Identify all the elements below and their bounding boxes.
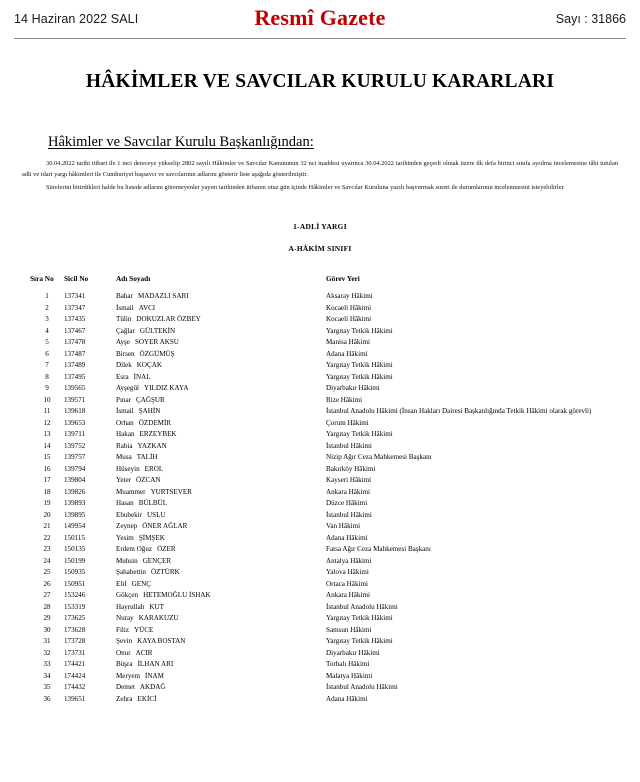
surname: GENÇER <box>142 556 172 565</box>
surname: YAZKAN <box>137 441 167 450</box>
issuing-authority: Hâkimler ve Savcılar Kurulu Başkanlığından: <box>48 134 314 150</box>
cell-gorev-yeri: Kocaeli Hâkimi <box>326 315 372 324</box>
cell-sira-no: 3 <box>45 315 49 324</box>
given-name: Zehra <box>116 694 133 703</box>
column-header-sicil-no: Sicil No <box>64 273 89 283</box>
gazette-date: 14 Haziran 2022 SALI <box>14 12 139 26</box>
table-row <box>30 567 610 579</box>
cell-adi-soyadi <box>116 555 326 567</box>
cell-gorev-yeri: Yargıtay Tetkik Hâkimi <box>326 326 393 335</box>
cell-sicil-no: 174421 <box>64 660 86 669</box>
given-name: İsmail <box>116 303 134 312</box>
given-name: Birsen <box>116 349 135 358</box>
cell-adi-soyadi <box>116 682 326 694</box>
surname: ÇAĞŞUR <box>135 395 165 404</box>
surname: EROL <box>144 464 164 473</box>
cell-adi-soyadi <box>116 429 326 441</box>
surname: EKİCİ <box>137 694 157 703</box>
cell-gorev-yeri: Ortaca Hâkimi <box>326 579 368 588</box>
given-name: Büşra <box>116 660 133 669</box>
surname: HETEMOĞLU İSHAK <box>143 591 211 600</box>
column-header-adi-soyadi: Adı Soyadı <box>116 273 151 283</box>
table-row <box>30 555 610 567</box>
surname: YILDIZ KAYA <box>144 384 189 393</box>
cell-sicil-no: 139653 <box>64 418 86 427</box>
cell-sira-no: 28 <box>43 602 51 611</box>
cell-sicil-no: 173625 <box>64 614 86 623</box>
cell-gorev-yeri: Yargıtay Tetkik Hâkimi <box>326 430 393 439</box>
cell-adi-soyadi <box>116 636 326 648</box>
cell-sicil-no: 137489 <box>64 361 86 370</box>
surname: ÖZTÜRK <box>150 568 180 577</box>
table-row <box>30 314 610 326</box>
surname: ŞİMŞEK <box>138 533 165 542</box>
surname: TALİH <box>136 453 158 462</box>
table-row <box>30 532 610 544</box>
given-name: Gökçen <box>116 591 139 600</box>
cell-gorev-yeri: Kocaeli Hâkimi <box>326 303 372 312</box>
cell-sira-no: 21 <box>43 522 51 531</box>
cell-sira-no: 30 <box>43 625 51 634</box>
surname: ACIR <box>135 648 153 657</box>
cell-sira-no: 33 <box>43 660 51 669</box>
surname: KUT <box>149 602 164 611</box>
cell-adi-soyadi <box>116 360 326 372</box>
given-name: Rabia <box>116 441 133 450</box>
cell-gorev-yeri: Ankara Hâkimi <box>326 487 370 496</box>
surname: AVCI <box>138 303 156 312</box>
table-row <box>30 659 610 671</box>
table-row <box>30 624 610 636</box>
cell-sicil-no: 150951 <box>64 579 86 588</box>
cell-sira-no: 34 <box>43 671 51 680</box>
appointments-table <box>30 274 610 705</box>
cell-adi-soyadi <box>116 406 326 418</box>
gazette-issue-number: Sayı : 31866 <box>555 12 626 26</box>
table-row <box>30 670 610 682</box>
cell-sicil-no: 139826 <box>64 487 86 496</box>
cell-sicil-no: 137487 <box>64 349 86 358</box>
cell-gorev-yeri: Samsun Hâkimi <box>326 625 372 634</box>
table-row <box>30 486 610 498</box>
given-name: Ebubekir <box>116 510 143 519</box>
cell-gorev-yeri: İstanbul Anadolu Hâkimi <box>326 683 398 692</box>
cell-sicil-no: 137467 <box>64 326 86 335</box>
surname: MADAZLI SARI <box>137 292 189 301</box>
cell-adi-soyadi <box>116 544 326 556</box>
surname: KOÇAK <box>136 361 162 370</box>
cell-sicil-no: 139794 <box>64 464 86 473</box>
given-name: Onur <box>116 648 131 657</box>
document-title: HÂKİMLER VE SAVCILAR KURULU KARARLARI <box>85 71 555 92</box>
given-name: Hakan <box>116 430 135 439</box>
cell-adi-soyadi <box>116 624 326 636</box>
table-row <box>30 417 610 429</box>
cell-sicil-no: 139895 <box>64 510 86 519</box>
surname: GÜLTEKİN <box>139 326 176 335</box>
cell-sira-no: 17 <box>43 476 51 485</box>
cell-gorev-yeri: Malatya Hâkimi <box>326 671 373 680</box>
table-row <box>30 682 610 694</box>
cell-sicil-no: 139752 <box>64 441 86 450</box>
given-name: Bahar <box>116 292 133 301</box>
cell-sira-no: 1 <box>45 292 49 301</box>
cell-sicil-no: 173731 <box>64 648 86 657</box>
cell-gorev-yeri: Yargıtay Tetkik Hâkimi <box>326 361 393 370</box>
table-row <box>30 337 610 349</box>
cell-sira-no: 19 <box>43 499 51 508</box>
table-row <box>30 325 610 337</box>
gazette-title: Resmî Gazete <box>254 5 386 30</box>
given-name: Muammer <box>116 487 146 496</box>
cell-adi-soyadi <box>116 314 326 326</box>
surname: ÖZGÜMÜŞ <box>139 349 175 358</box>
cell-adi-soyadi <box>116 521 326 533</box>
given-name: Hayrullah <box>116 602 145 611</box>
cell-adi-soyadi <box>116 325 326 337</box>
cell-adi-soyadi <box>116 567 326 579</box>
given-name: İsmail <box>116 407 134 416</box>
cell-adi-soyadi <box>116 337 326 349</box>
surname: KAYA BOSTAN <box>137 637 186 646</box>
cell-gorev-yeri: Diyarbakır Hâkimi <box>326 384 380 393</box>
masthead <box>0 0 640 38</box>
cell-sira-no: 24 <box>43 556 51 565</box>
table-row <box>30 475 610 487</box>
given-name: Pınar <box>116 395 131 404</box>
cell-sicil-no: 173628 <box>64 625 86 634</box>
cell-adi-soyadi <box>116 417 326 429</box>
table-row <box>30 452 610 464</box>
table-row <box>30 360 610 372</box>
cell-sicil-no: 173728 <box>64 637 86 646</box>
cell-gorev-yeri: Rize Hâkimi <box>326 395 363 404</box>
cell-sira-no: 23 <box>43 545 51 554</box>
cell-adi-soyadi <box>116 302 326 314</box>
listing-table-wrapper <box>30 274 610 705</box>
column-header-gorev-yeri: Görev Yeri <box>326 273 360 283</box>
cell-gorev-yeri: Diyarbakır Hâkimi <box>326 648 380 657</box>
table-row <box>30 291 610 303</box>
cell-sira-no: 16 <box>43 464 51 473</box>
cell-sira-no: 27 <box>43 591 51 600</box>
table-row <box>30 590 610 602</box>
table-row <box>30 463 610 475</box>
surname: SOYER AKSU <box>134 338 179 347</box>
given-name: Nuray <box>116 614 134 623</box>
cell-sicil-no: 139571 <box>64 395 86 404</box>
surname: AKDAĞ <box>139 683 166 692</box>
cell-gorev-yeri: Yargıtay Tetkik Hâkimi <box>326 637 393 646</box>
cell-sira-no: 32 <box>43 648 51 657</box>
cell-gorev-yeri: Adana Hâkimi <box>326 349 368 358</box>
cell-adi-soyadi <box>116 509 326 521</box>
table-row <box>30 578 610 590</box>
surname: ÖZDEMİR <box>138 418 172 427</box>
cell-gorev-yeri: İstanbul Anadolu Hâkimi <box>326 602 398 611</box>
given-name: Tülin <box>116 315 132 324</box>
surname: ERZEYBEK <box>139 430 177 439</box>
cell-gorev-yeri: Antalya Hâkimi <box>326 556 372 565</box>
surname: ÖZCAN <box>136 476 161 485</box>
given-name: Orhan <box>116 418 134 427</box>
cell-sira-no: 4 <box>45 326 49 335</box>
cell-adi-soyadi <box>116 463 326 475</box>
table-row <box>30 394 610 406</box>
given-name: Yeter <box>116 476 132 485</box>
cell-sira-no: 5 <box>45 338 49 347</box>
table-row <box>30 429 610 441</box>
cell-adi-soyadi <box>116 601 326 613</box>
surname: BÜLBÜL <box>138 499 168 508</box>
cell-sira-no: 20 <box>43 510 51 519</box>
table-row <box>30 521 610 533</box>
surname: ÖZER <box>157 545 176 554</box>
cell-adi-soyadi <box>116 440 326 452</box>
table-row <box>30 406 610 418</box>
given-name: Çağlar <box>116 326 135 335</box>
table-row <box>30 383 610 395</box>
cell-gorev-yeri: Kayseri Hâkimi <box>326 476 372 485</box>
cell-gorev-yeri: İstanbul Anadolu Hâkimi (İnsan Hakları Dairesi Başkanlığında Tetkik Hâkimi olarak görevli) <box>326 407 592 416</box>
masthead-divider <box>14 38 626 39</box>
cell-sicil-no: 137435 <box>64 315 86 324</box>
table-body <box>30 291 610 705</box>
surname: DOKUZLAR ÖZBEY <box>136 315 201 324</box>
given-name: Musa <box>116 453 132 462</box>
cell-adi-soyadi <box>116 452 326 464</box>
paragraph-2: Sürelerini bitirdikleri halde bu listede adlarını göremeyenler yayım tarihinden itibaren otuz gün içinde Hâkimler ve Savcılar Kuruluna yazılı başvurmak sureti ile durumlarının incelenmesini isteyebilirler. <box>46 184 565 191</box>
cell-sicil-no: 137341 <box>64 292 86 301</box>
table-row <box>30 636 610 648</box>
given-name: Ayşe <box>116 338 130 347</box>
given-name: Erdem Oğuz <box>116 545 153 554</box>
cell-gorev-yeri: Çorum Hâkimi <box>326 418 369 427</box>
table-row <box>30 601 610 613</box>
cell-adi-soyadi <box>116 659 326 671</box>
cell-adi-soyadi <box>116 486 326 498</box>
cell-gorev-yeri: Bakırköy Hâkimi <box>326 464 376 473</box>
given-name: Filiz <box>116 625 130 634</box>
cell-sira-no: 35 <box>43 683 51 692</box>
cell-sira-no: 6 <box>45 349 49 358</box>
given-name: Ayşegül <box>116 384 139 393</box>
cell-sira-no: 31 <box>43 637 51 646</box>
table-row <box>30 440 610 452</box>
cell-sicil-no: 150935 <box>64 568 86 577</box>
cell-sira-no: 36 <box>43 694 51 703</box>
given-name: Elif <box>116 579 127 588</box>
table-row <box>30 509 610 521</box>
cell-sira-no: 14 <box>43 441 51 450</box>
surname: İNAM <box>145 671 164 680</box>
cell-gorev-yeri: Adana Hâkimi <box>326 694 368 703</box>
cell-sira-no: 12 <box>43 418 51 427</box>
cell-adi-soyadi <box>116 532 326 544</box>
cell-gorev-yeri: Yargıtay Tetkik Hâkimi <box>326 372 393 381</box>
surname: KARAKUZU <box>138 614 179 623</box>
cell-sira-no: 29 <box>43 614 51 623</box>
cell-gorev-yeri: Düzce Hâkimi <box>326 499 368 508</box>
table-row <box>30 647 610 659</box>
cell-gorev-yeri: Adana Hâkimi <box>326 533 368 542</box>
cell-gorev-yeri: İstanbul Hâkimi <box>326 510 372 519</box>
cell-sira-no: 10 <box>43 395 51 404</box>
cell-sicil-no: 150199 <box>64 556 86 565</box>
surname: USLU <box>147 510 166 519</box>
cell-sira-no: 11 <box>43 407 51 416</box>
column-header-sira-no: Sıra No <box>30 273 54 283</box>
cell-sicil-no: 139565 <box>64 384 86 393</box>
cell-gorev-yeri: Yalova Hâkimi <box>326 568 369 577</box>
given-name: Dilek <box>116 361 132 370</box>
cell-sira-no: 13 <box>43 430 51 439</box>
table-row <box>30 693 610 705</box>
table-row <box>30 544 610 556</box>
cell-adi-soyadi <box>116 498 326 510</box>
cell-adi-soyadi <box>116 670 326 682</box>
cell-gorev-yeri: Van Hâkimi <box>326 522 361 531</box>
cell-adi-soyadi <box>116 590 326 602</box>
table-row <box>30 498 610 510</box>
section-heading-adli-yargi: 1-ADLİ YARGI <box>293 221 347 231</box>
given-name: Muhsin <box>116 556 138 565</box>
cell-adi-soyadi <box>116 371 326 383</box>
cell-adi-soyadi <box>116 394 326 406</box>
given-name: Meryem <box>116 671 141 680</box>
cell-gorev-yeri: Nizip Ağır Ceza Mahkemesi Başkanı <box>326 453 432 462</box>
cell-sicil-no: 139651 <box>64 694 86 703</box>
table-row <box>30 348 610 360</box>
cell-sicil-no: 137478 <box>64 338 86 347</box>
surname: YÜCE <box>134 625 154 634</box>
cell-sicil-no: 137495 <box>64 372 86 381</box>
table-row <box>30 613 610 625</box>
cell-gorev-yeri: İstanbul Hâkimi <box>326 441 372 450</box>
cell-adi-soyadi <box>116 291 326 303</box>
cell-gorev-yeri: Ankara Hâkimi <box>326 591 370 600</box>
cell-gorev-yeri: Yargıtay Tetkik Hâkimi <box>326 614 393 623</box>
table-row <box>30 371 610 383</box>
cell-sira-no: 7 <box>45 361 49 370</box>
paragraph-1: 30.04.2022 tarihi itibari ile 1 inci dereceye yükselip 2802 sayılı Hâkimler ve Savcılar Kanununun 32 nci maddesi uyarınca 30.04.2022 tarihinden geçerli olmak üzere ilk defa birinci sınıfa ayrılma incelemesine tâbi tutulan adli ve idari yargı hâkimleri ile Cumhuriyet başsavcı ve savcılarının adlarını gösterir liste aşağıda gösterilmiştir. <box>22 160 618 178</box>
cell-sicil-no: 153246 <box>64 591 86 600</box>
cell-adi-soyadi <box>116 348 326 360</box>
table-header-row <box>30 274 610 291</box>
given-name: Esra <box>116 372 129 381</box>
cell-sira-no: 26 <box>43 579 51 588</box>
cell-adi-soyadi <box>116 613 326 625</box>
given-name: Yesim <box>116 533 134 542</box>
given-name: Şahabettin <box>116 568 146 577</box>
given-name: Zeynep <box>116 522 138 531</box>
cell-sicil-no: 139711 <box>64 430 86 439</box>
given-name: Demet <box>116 683 135 692</box>
cell-sicil-no: 153319 <box>64 602 86 611</box>
surname: ÖNER AĞLAR <box>142 522 188 531</box>
cell-adi-soyadi <box>116 383 326 395</box>
surname: GENÇ <box>131 579 151 588</box>
surname: ŞAHİN <box>138 407 161 416</box>
surname: İNAL <box>133 372 151 381</box>
cell-gorev-yeri: Fatsa Ağır Ceza Mahkemesi Başkanı <box>326 545 431 554</box>
given-name: Şevin <box>116 637 133 646</box>
cell-sicil-no: 174424 <box>64 671 86 680</box>
given-name: Hüseyin <box>116 464 140 473</box>
given-name: Hasan <box>116 499 134 508</box>
cell-sira-no: 2 <box>45 303 49 312</box>
cell-sicil-no: 139757 <box>64 453 86 462</box>
cell-sira-no: 9 <box>45 384 49 393</box>
cell-sira-no: 15 <box>43 453 51 462</box>
cell-adi-soyadi <box>116 647 326 659</box>
surname: YURTSEVER <box>150 487 192 496</box>
cell-sicil-no: 137347 <box>64 303 86 312</box>
cell-sicil-no: 139618 <box>64 407 86 416</box>
cell-sicil-no: 150115 <box>64 533 86 542</box>
cell-sicil-no: 139804 <box>64 476 86 485</box>
cell-sicil-no: 149954 <box>64 522 86 531</box>
cell-gorev-yeri: Torbalı Hâkimi <box>326 660 370 669</box>
cell-sira-no: 22 <box>43 533 51 542</box>
cell-sira-no: 25 <box>43 568 51 577</box>
cell-sicil-no: 174432 <box>64 683 86 692</box>
cell-sicil-no: 150135 <box>64 545 86 554</box>
cell-sicil-no: 139893 <box>64 499 86 508</box>
section-heading-hakim-sinifi: A-HÂKİM SINIFI <box>288 243 352 253</box>
surname: İLHAN ARI <box>137 660 174 669</box>
cell-adi-soyadi <box>116 693 326 705</box>
table-row <box>30 302 610 314</box>
cell-adi-soyadi <box>116 578 326 590</box>
cell-gorev-yeri: Manisa Hâkimi <box>326 338 370 347</box>
cell-sira-no: 8 <box>45 372 49 381</box>
intro-paragraphs <box>22 159 618 194</box>
cell-sira-no: 18 <box>43 487 51 496</box>
cell-gorev-yeri: Aksaray Hâkimi <box>326 292 373 301</box>
cell-adi-soyadi <box>116 475 326 487</box>
